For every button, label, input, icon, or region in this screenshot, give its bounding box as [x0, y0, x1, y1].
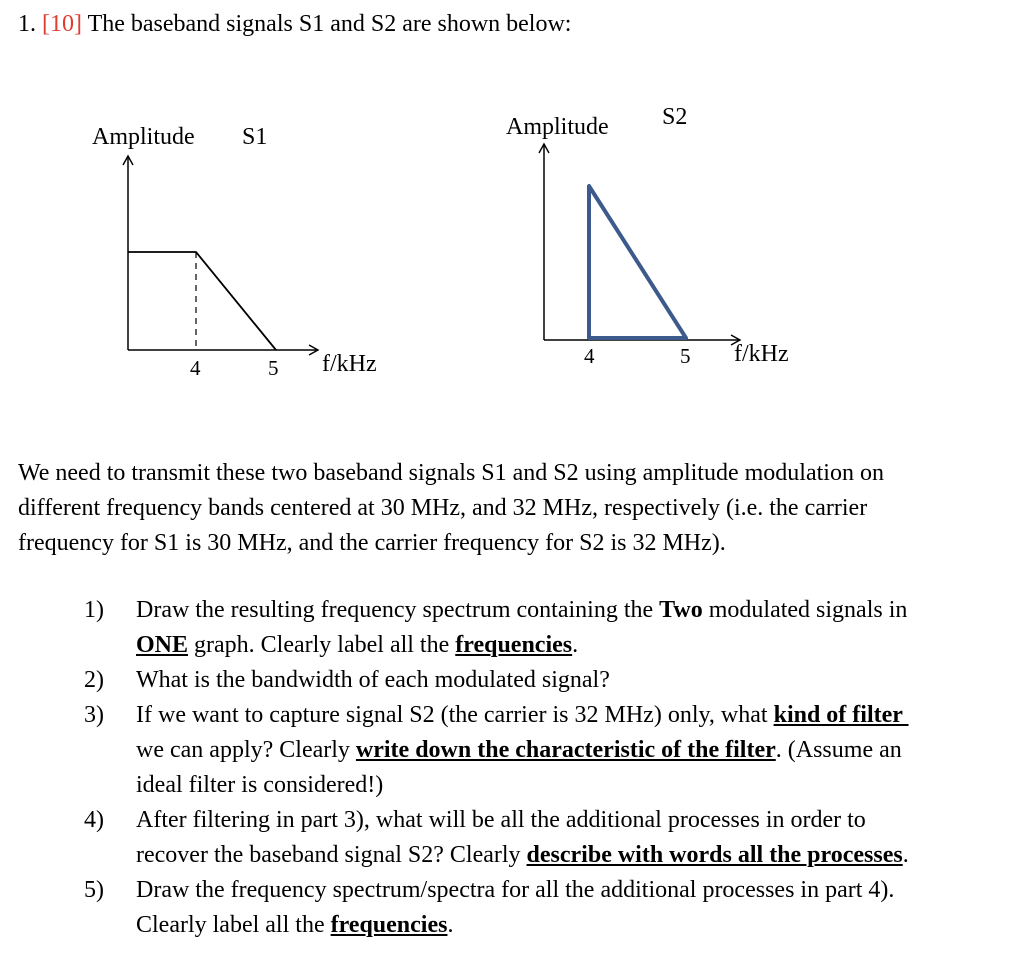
emphasis-filter-characteristic: write down the characteristic of the filter: [355, 737, 776, 763]
task-number: 1): [84, 597, 104, 623]
question-points: [10]: [42, 11, 82, 37]
emphasis-two: Two: [659, 597, 703, 623]
task-text: recover the baseband signal S2? Clearly: [136, 842, 527, 868]
task-line: ideal filter is considered!): [136, 772, 384, 798]
task-text: we can apply? Clearly: [136, 737, 356, 763]
task-line: [136, 733, 1014, 768]
s1-plot: [128, 156, 318, 350]
task-text: Draw the resulting frequency spectrum containing the: [136, 597, 660, 623]
emphasis-one: ONE: [136, 632, 189, 658]
paragraph-line: different frequency bands centered at 30 MHz, and 32 MHz, respectively (i.e. the carrier: [18, 495, 868, 521]
s1-x-axis-label: f/kHz: [322, 351, 377, 377]
s2-x-axis-label: f/kHz: [734, 341, 789, 367]
task-text: modulated signals in: [702, 597, 908, 623]
task-item-1: [84, 593, 1014, 663]
s2-tick-5: 5: [680, 344, 691, 368]
task-item-4: [84, 803, 1014, 873]
task-item-5: [84, 873, 1014, 943]
task-text: Clearly label all the: [136, 912, 331, 938]
task-text: .: [902, 842, 909, 868]
s2-y-axis-label: Amplitude: [506, 114, 609, 140]
task-line: [136, 838, 1014, 873]
problem-paragraph: [18, 456, 1008, 561]
s2-title: S2: [662, 104, 688, 130]
task-item-3: [84, 698, 1014, 803]
task-text: . (Assume an: [775, 737, 902, 763]
emphasis-frequencies: frequencies: [330, 912, 448, 938]
task-number: 5): [84, 877, 104, 903]
paragraph-line: frequency for S1 is 30 MHz, and the carrier frequency for S2 is 32 MHz).: [18, 530, 726, 556]
s1-spectrum: [128, 252, 276, 350]
task-line: [136, 593, 1014, 628]
question-number: 1.: [18, 11, 36, 37]
s1-title: S1: [242, 124, 268, 150]
task-item-2: [84, 663, 1014, 698]
emphasis-describe-processes: describe with words all the processes: [526, 842, 903, 868]
task-number: 2): [84, 667, 104, 693]
task-text: If we want to capture signal S2 (the carrier is 32 MHz) only, what: [136, 702, 774, 728]
s1-y-axis-label: Amplitude: [92, 124, 195, 150]
s2-plot: [544, 144, 740, 340]
task-line: [136, 908, 1014, 943]
emphasis-kind-of-filter: kind of filter: [773, 702, 909, 728]
emphasis-frequencies: frequencies: [455, 632, 573, 658]
task-number: 3): [84, 702, 104, 728]
s2-spectrum: [589, 186, 686, 338]
task-line: Draw the frequency spectrum/spectra for all the additional processes in part 4).: [136, 877, 895, 903]
task-line: After filtering in part 3), what will be all the additional processes in order to: [136, 807, 866, 833]
task-text: graph. Clearly label all the: [188, 632, 456, 658]
question-title: The baseband signals S1 and S2 are shown below:: [87, 11, 572, 37]
task-list: [84, 593, 1014, 943]
task-line: [136, 698, 1014, 733]
task-text: .: [447, 912, 454, 938]
task-line: What is the bandwidth of each modulated signal?: [136, 667, 610, 693]
paragraph-line: We need to transmit these two baseband signals S1 and S2 using amplitude modulation on: [18, 460, 884, 486]
task-text: .: [572, 632, 579, 658]
task-line: [136, 628, 1014, 663]
s1-tick-4: 4: [190, 356, 201, 380]
s1-tick-5: 5: [268, 356, 279, 380]
signals-figure: [0, 0, 1024, 420]
s2-tick-4: 4: [584, 344, 595, 368]
task-number: 4): [84, 807, 104, 833]
